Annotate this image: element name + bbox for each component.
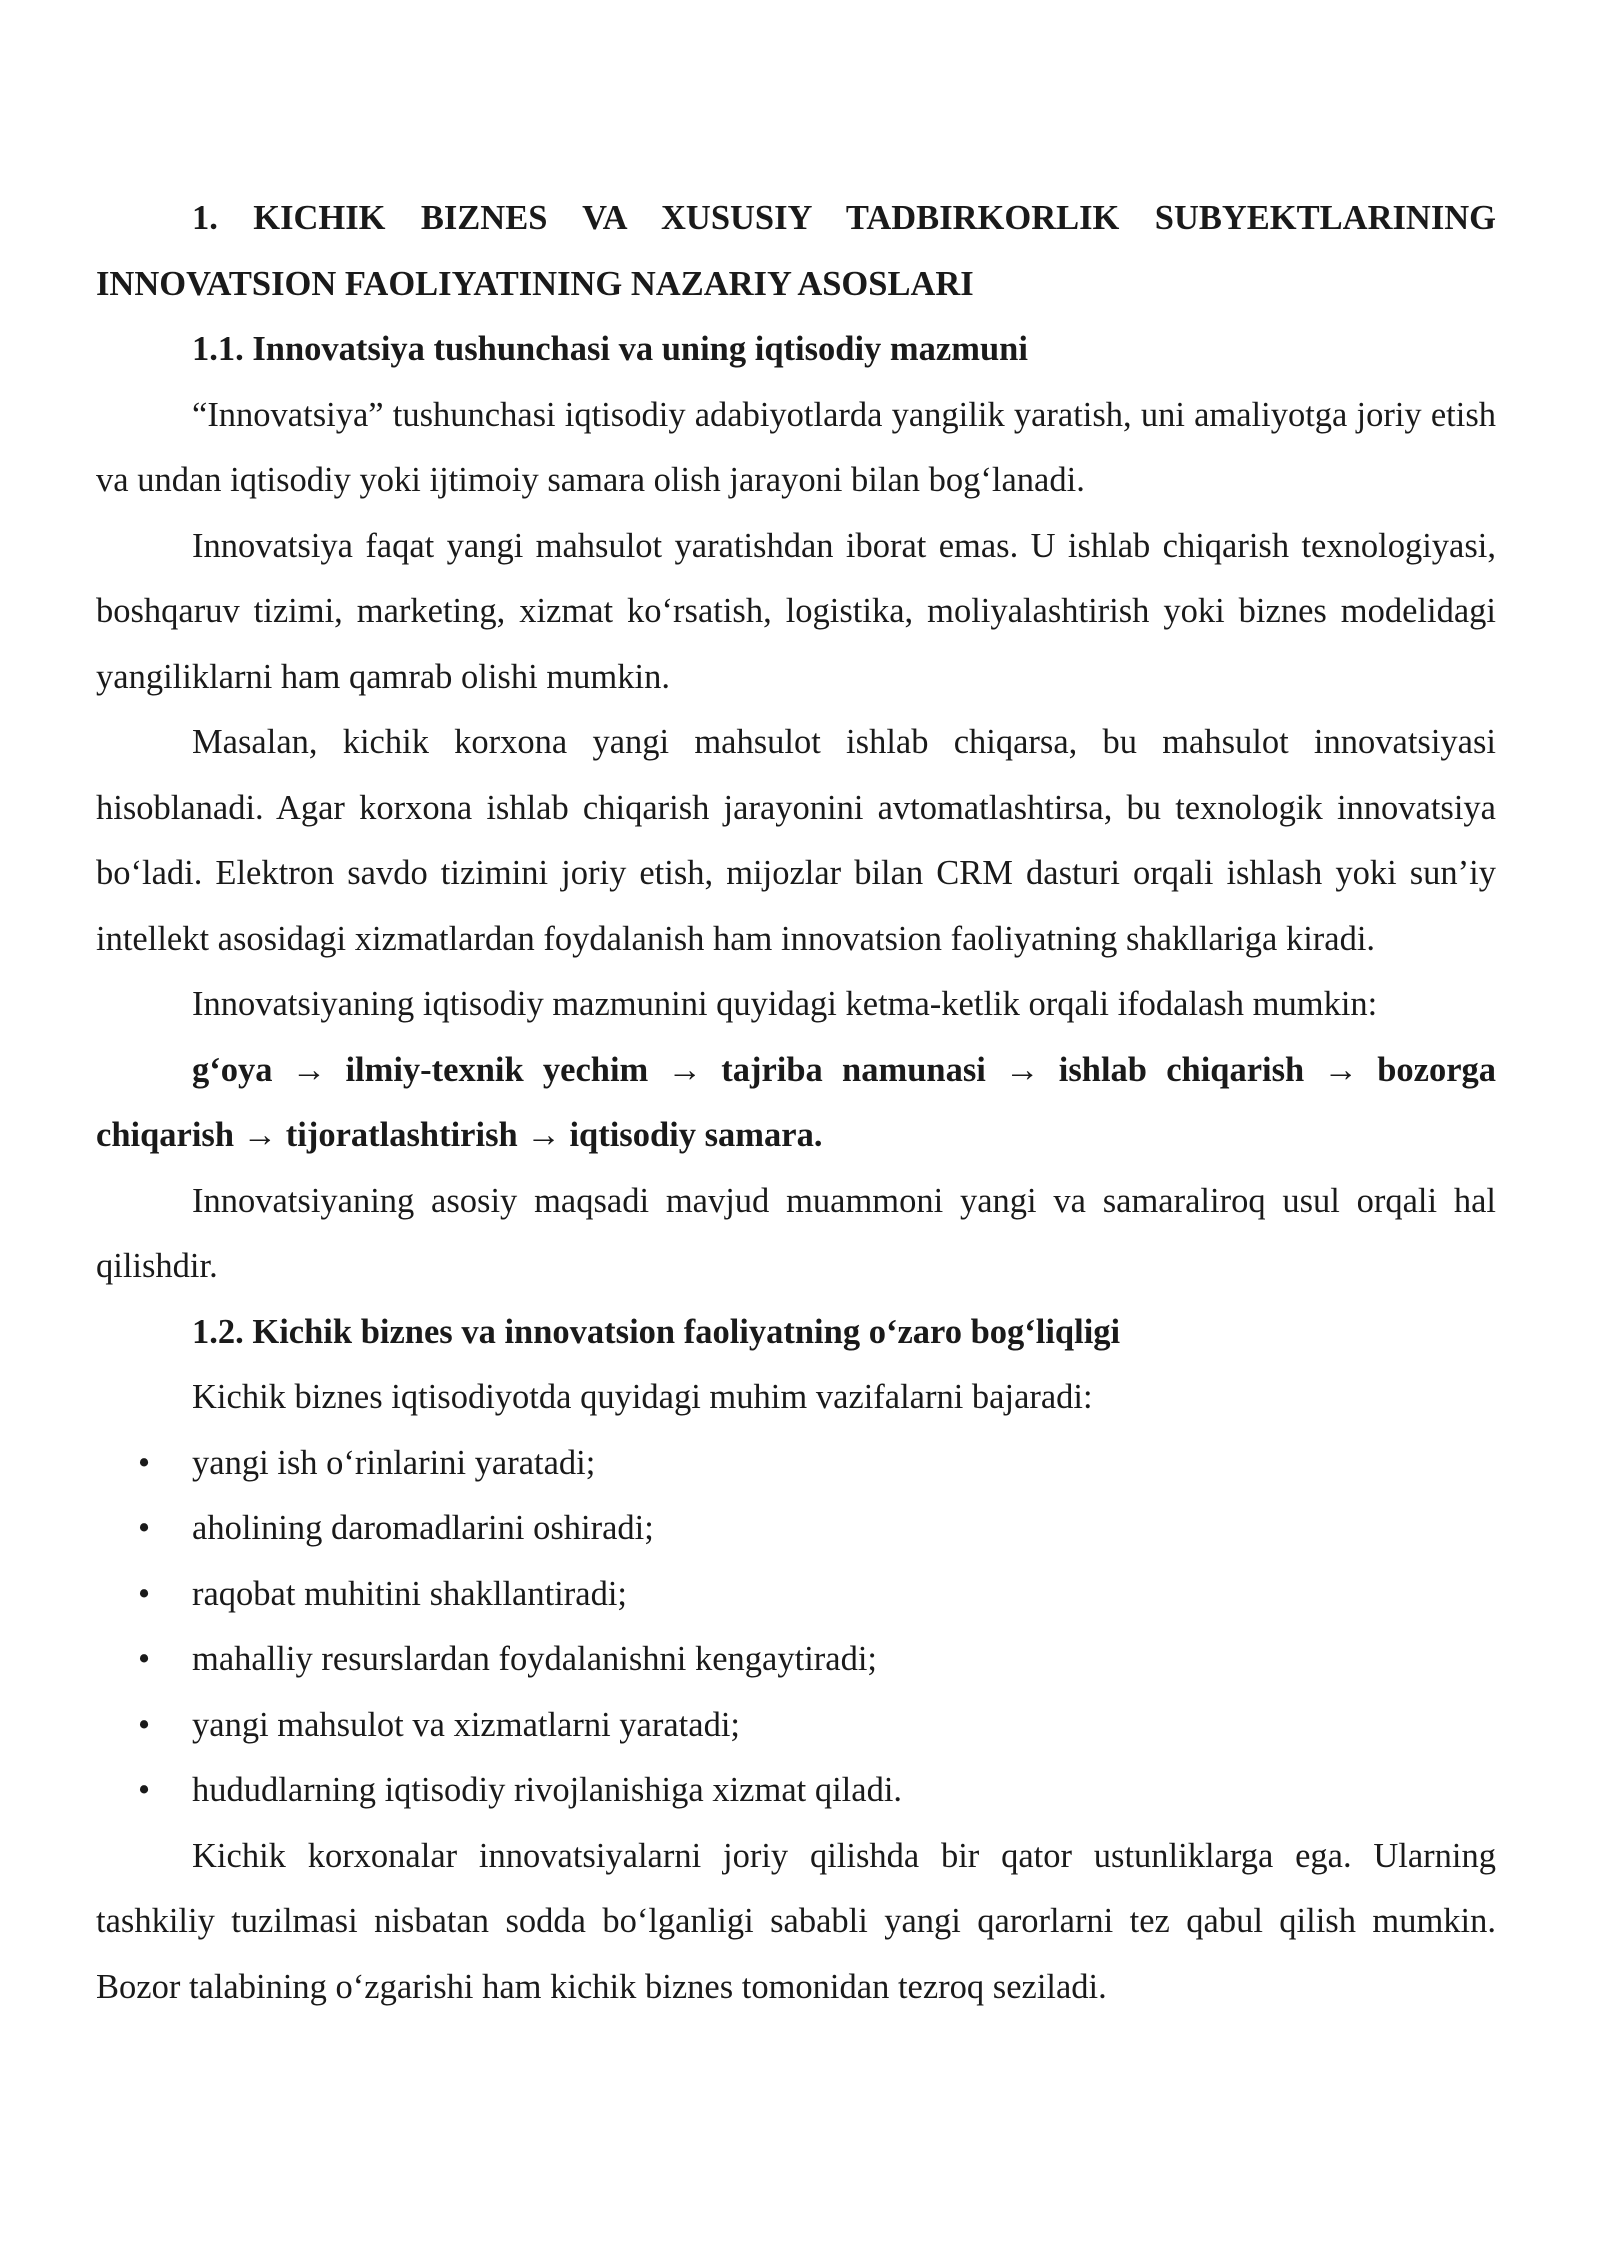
flow-step: g‘oya — [192, 1050, 273, 1089]
arrow-right-icon: → — [242, 1116, 278, 1154]
paragraph: Innovatsiyaning asosiy maqsadi mavjud muammoni yangi va samaraliroq usul orqali hal qilishdir. — [96, 1181, 1496, 1285]
chapter-title: 1. KICHIK BIZNES VA XUSUSIY TADBIRKORLIK SUBYEKTLARINING INNOVATSION FAOLIYATINING NAZARIY ASOSLARI — [96, 199, 1496, 303]
paragraph: “Innovatsiya” tushunchasi iqtisodiy adabiyotlarda yangilik yaratish, uni amaliyotga joriy etish va undan iqtisodiy yoki ijtimoiy samara olish jarayoni bilan bog‘lanadi. — [96, 395, 1496, 499]
section-1-2-title: 1.2. Kichik biznes va innovatsion faoliyatning o‘zaro bog‘liqligi — [192, 1312, 1121, 1351]
arrow-right-icon: → — [1005, 1050, 1040, 1089]
bullet-list — [96, 1431, 1496, 1824]
list-item — [96, 1758, 1496, 1824]
bullet-icon: • — [138, 1574, 151, 1613]
arrow-right-icon: → — [526, 1116, 561, 1154]
list-item-text: aholining daromadlarini oshiradi; — [192, 1509, 654, 1547]
section-1-1-title: 1.1. Innovatsiya tushunchasi va uning iqtisodiy mazmuni — [192, 330, 1028, 368]
paragraph: Innovatsiya faqat yangi mahsulot yaratishdan iborat emas. U ishlab chiqarish texnologiyasi, boshqaruv tizimi, marketing, xizmat ko‘rsatish, logistika, moliyalashtirish yoki biznes modelidagi yangiliklarni ham qamrab olishi mumkin. — [96, 526, 1496, 696]
paragraph: Innovatsiyaning iqtisodiy mazmunini quyidagi ketma-ketlik orqali ifodalash mumkin: — [192, 985, 1378, 1023]
list-item — [96, 1431, 1496, 1497]
paragraph: Masalan, kichik korxona yangi mahsulot ishlab chiqarsa, bu mahsulot innovatsiyasi hisoblanadi. Agar korxona ishlab chiqarish jarayonini avtomatlashtirsa, bu texnologik innovatsiya bo‘ladi. Elektron savdo tizimini joriy etish, mijozlar bilan CRM dasturi orqali ishlash yoki sun’iy intellekt asosidagi xizmatlardan foydalanish ham innovatsion faoliyatning shakllariga kiradi. — [96, 723, 1496, 958]
list-item-text: yangi ish o‘rinlarini yaratadi; — [192, 1443, 596, 1482]
list-item — [96, 1627, 1496, 1693]
arrow-right-icon: → — [291, 1050, 327, 1089]
flow-step: iqtisodiy samara. — [569, 1116, 823, 1154]
list-item-text: mahalliy resurslardan foydalanishni kengaytiradi; — [192, 1640, 877, 1678]
paragraph: Kichik biznes iqtisodiyotda quyidagi muhim vazifalarni bajaradi: — [192, 1378, 1093, 1416]
list-item-text: hududlarning iqtisodiy rivojlanishiga xizmat qiladi. — [192, 1771, 903, 1809]
list-item — [96, 1693, 1496, 1759]
flow-step: tajriba namunasi — [721, 1050, 986, 1089]
flow-step: ilmiy-texnik yechim — [345, 1050, 649, 1089]
bullet-icon: • — [138, 1771, 151, 1809]
paragraph: Kichik korxonalar innovatsiyalarni joriy qilishda bir qator ustunliklarga ega. Ularning tashkiliy tuzilmasi nisbatan sodda bo‘lganligi sababli yangi qarorlarni tez qabul qilish mumkin. Bozor talabining o‘zgarishi ham kichik biznes tomonidan tezroq seziladi. — [96, 1836, 1496, 2006]
flow-step: tijoratlashtirish — [285, 1116, 518, 1154]
arrow-right-icon: → — [667, 1050, 703, 1089]
flow-step: bozorga chiqarish — [96, 1050, 1497, 1154]
list-item — [96, 1496, 1496, 1562]
bullet-icon: • — [138, 1443, 151, 1482]
bullet-icon: • — [138, 1705, 151, 1744]
list-item — [96, 1562, 1496, 1628]
bullet-icon: • — [138, 1640, 151, 1678]
document-page — [96, 186, 1496, 2020]
list-item-text: yangi mahsulot va xizmatlarni yaratadi; — [192, 1705, 740, 1744]
list-item-text: raqobat muhitini shakllantiradi; — [192, 1574, 627, 1613]
innovation-flow — [96, 1038, 1496, 1169]
bullet-icon: • — [138, 1509, 151, 1547]
flow-step: ishlab chiqarish — [1058, 1050, 1305, 1089]
arrow-right-icon: → — [1323, 1050, 1358, 1089]
